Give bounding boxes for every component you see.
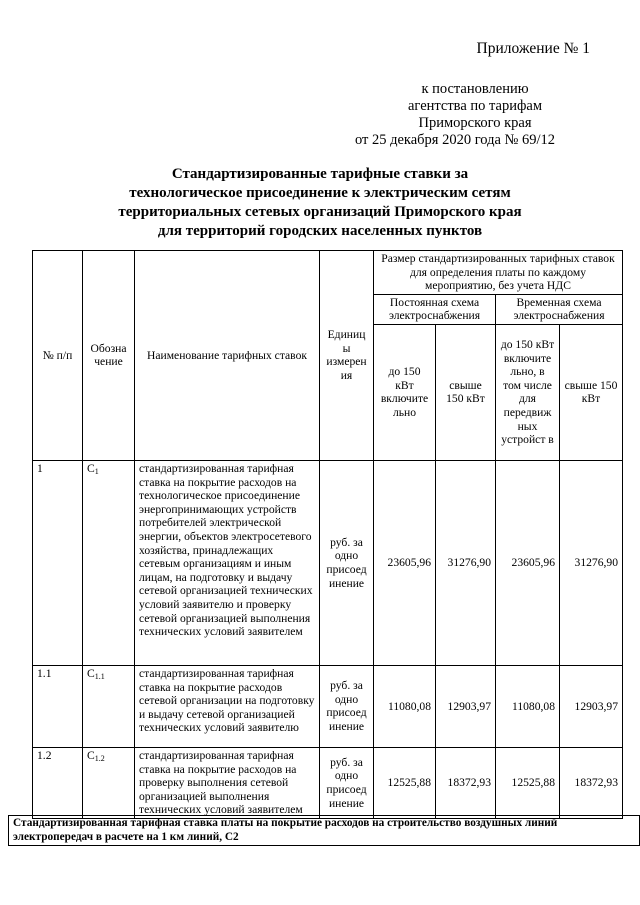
title-line: Стандартизированные тарифные ставки за	[171, 166, 469, 182]
appendix-title: Приложение № 1	[476, 40, 590, 57]
resolution-line: агентства по тарифам	[408, 98, 542, 114]
resolution-line: от 25 декабря 2020 года № 69/12	[354, 132, 556, 148]
row-code	[83, 665, 135, 747]
row-unit: руб. за одно присоед инение	[320, 747, 374, 818]
tariff-table	[32, 250, 623, 819]
subheader-temp-over-150: свыше 150 кВт	[560, 324, 623, 460]
title-line: территориальных сетевых организаций Приморского края	[118, 204, 522, 220]
code-subscript: 1	[94, 466, 99, 476]
row-name: стандартизированная тарифная ставка на покрытие расходов на проверку выполнения сетевой организацией выполнения технических условий заявителем	[135, 747, 320, 818]
code-main: C	[87, 748, 95, 762]
row-name: стандартизированная тарифная ставка на покрытие расходов на технологическое присоединение энергопринимающих устройств потребителей электрической энергии, объектов электросетевого хозяйства, принадлежащих сетевым организациям и иным лицам, на подготовку и выдачу сетевой организацией технических условий заявителю и проверку сетевой организацией выполнения технических условий заявителем	[135, 460, 320, 665]
title-line: технологическое присоединение к электрическим сетям	[129, 185, 511, 201]
row-value-temp-over-150: 18372,93	[560, 747, 623, 818]
subheader-const-upto-150: до 150 кВт включите льно	[374, 324, 436, 460]
row-name: стандартизированная тарифная ставка на покрытие расходов сетевой организации на подготовку и выдачу сетевой организацией технических условий заявителю	[135, 665, 320, 747]
row-unit: руб. за одно присоед инение	[320, 665, 374, 747]
col-header-constant-scheme: Постоянная схема электроснабжения	[374, 294, 496, 324]
row-value-temp-upto-150: 23605,96	[496, 460, 560, 665]
title-line: для территорий городских населенных пунктов	[157, 223, 483, 239]
table-row	[33, 747, 623, 818]
code-main: C	[87, 666, 95, 680]
col-header-code: Обозна чение	[83, 251, 135, 461]
row-value-const-upto-150: 12525,88	[374, 747, 436, 818]
subheader-temp-upto-150: до 150 кВт включите льно, в том числе для передвиж ных устройст в	[496, 324, 560, 460]
row-value-const-upto-150: 23605,96	[374, 460, 436, 665]
row-value-temp-over-150: 31276,90	[560, 460, 623, 665]
row-value-const-upto-150: 11080,08	[374, 665, 436, 747]
subheader-const-over-150: свыше 150 кВт	[436, 324, 496, 460]
code-main: C	[87, 461, 95, 475]
col-header-unit: Единиц ы измерен ия	[320, 251, 374, 461]
row-number: 1.2	[33, 747, 83, 818]
code-subscript: 1.2	[94, 753, 105, 763]
row-value-temp-over-150: 12903,97	[560, 665, 623, 747]
footer-section-heading: Стандартизированная тарифная ставка платы на покрытие расходов на строительство воздушных линий электропередач в расчете на 1 км линий, С2	[9, 816, 640, 846]
footer-table	[8, 815, 640, 846]
row-code	[83, 460, 135, 665]
row-unit: руб. за одно присоед инение	[320, 460, 374, 665]
document-title	[20, 165, 620, 241]
col-header-number: № п/п	[33, 251, 83, 461]
code-subscript: 1.1	[94, 671, 105, 681]
table-row	[33, 665, 623, 747]
row-value-const-over-150: 31276,90	[436, 460, 496, 665]
row-value-const-over-150: 12903,97	[436, 665, 496, 747]
row-number: 1	[33, 460, 83, 665]
resolution-line: к постановлению	[421, 81, 529, 97]
row-value-const-over-150: 18372,93	[436, 747, 496, 818]
resolution-reference	[350, 81, 600, 149]
row-value-temp-upto-150: 11080,08	[496, 665, 560, 747]
col-header-size: Размер стандартизированных тарифных ставок для определения платы по каждому мероприятию, без учета НДС	[374, 251, 623, 295]
row-value-temp-upto-150: 12525,88	[496, 747, 560, 818]
table-row	[33, 460, 623, 665]
resolution-line: Приморского края	[418, 115, 532, 131]
col-header-name: Наименование тарифных ставок	[135, 251, 320, 461]
col-header-temporary-scheme: Временная схема электроснабжения	[496, 294, 623, 324]
row-code	[83, 747, 135, 818]
row-number: 1.1	[33, 665, 83, 747]
